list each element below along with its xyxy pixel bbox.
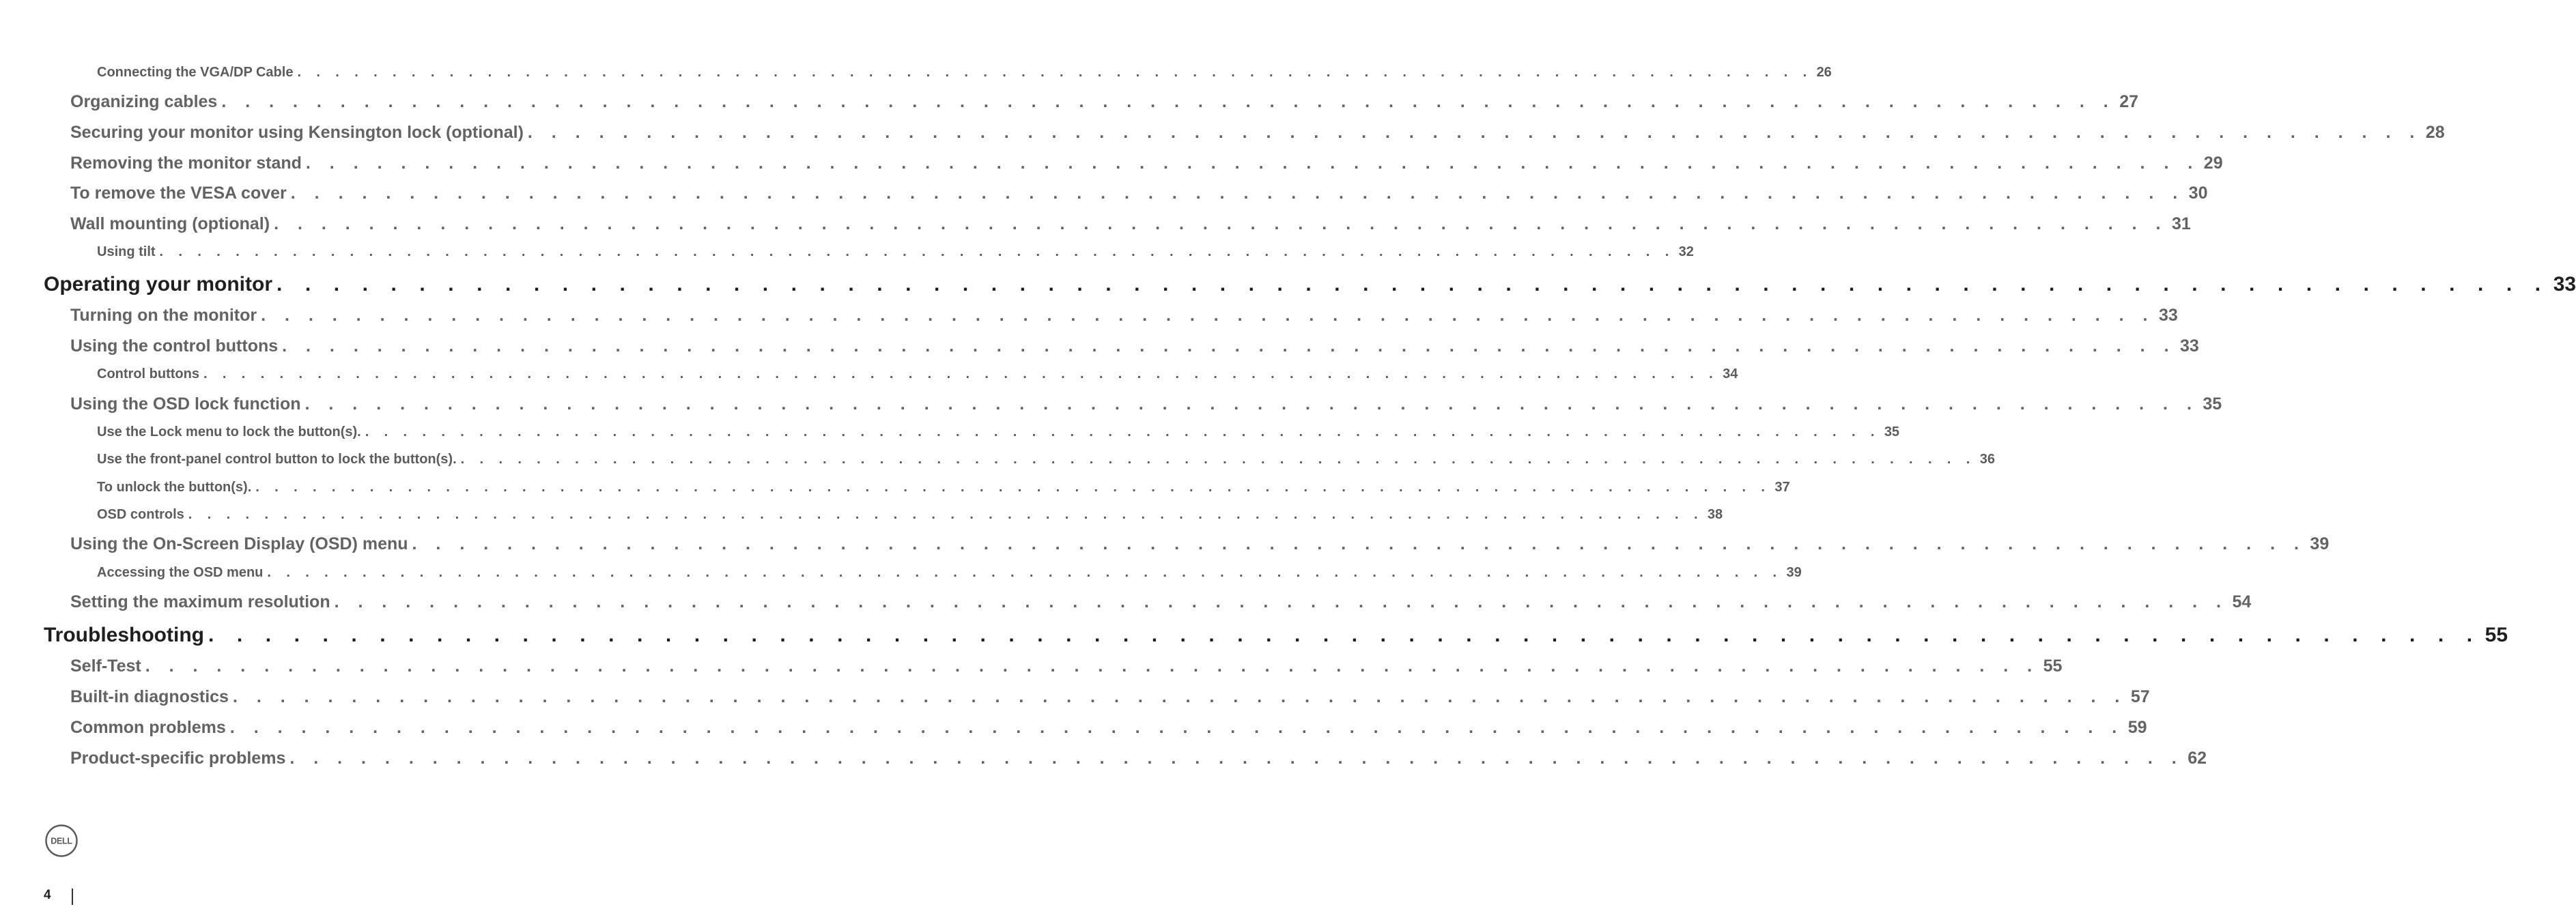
page-number-divider — [72, 889, 73, 905]
toc-entry-title: Connecting the VGA/DP Cable — [97, 65, 294, 80]
toc-entry-title: Securing your monitor using Kensington lock (optional) — [70, 123, 524, 142]
toc-entry-page: 39 — [2310, 534, 2330, 553]
dot-leader: . . . . . . . . . . . . . . . . . . . . . . . . . . . . . . . . . . . . . . . . . . . . . . . . . . . . . . . . . . . . . . . . . . . . . . . . . . . . . . . . — [412, 534, 2306, 553]
toc-entry[interactable] — [70, 687, 2150, 707]
toc-entry-page: 36 — [1979, 452, 1995, 467]
dot-leader: . . . . . . . . . . . . . . . . . . . . . . . . . . . . . . . . . . . . . . . . . . . . . . . . . . . . . . . . . . . . . . . . . . . . . . . . . . . . . . . . — [229, 718, 2124, 737]
toc-entry[interactable] — [97, 65, 1832, 81]
toc-entry[interactable] — [70, 534, 2330, 554]
toc-entry[interactable] — [70, 394, 2222, 414]
dot-leader: . . . . . . . . . . . . . . . . . . . . . . . . . . . . . . . . . . . . . . . . . . . . . . . . . . . . . . . . . . . . . . . . . . . . . . . . . . . . . . . . — [277, 273, 2549, 295]
dot-leader: . . . . . . . . . . . . . . . . . . . . . . . . . . . . . . . . . . . . . . . . . . . . . . . . . . . . . . . . . . . . . . . . . . . . . . . . . . . . . . . . — [334, 592, 2228, 611]
toc-entry-title: OSD controls — [97, 507, 184, 522]
toc-entry-title: Removing the monitor stand — [70, 154, 302, 173]
toc-entry[interactable] — [70, 656, 2063, 676]
toc-entry-title: Troubleshooting — [44, 624, 204, 646]
toc-entry-page: 26 — [1816, 65, 1832, 80]
toc-entry[interactable] — [97, 244, 1694, 260]
toc-entry-title: Product-specific problems — [70, 749, 286, 768]
toc-entry[interactable] — [97, 507, 1723, 523]
toc-entry-page: 35 — [2203, 394, 2222, 414]
dot-leader: . . . . . . . . . . . . . . . . . . . . . . . . . . . . . . . . . . . . . . . . . . . . . . . . . . . . . . . . . . . . . . . . . . . . . . . . . . . . . . . . — [274, 214, 2168, 233]
toc-entry-page: 31 — [2171, 214, 2191, 233]
dot-leader: . . . . . . . . . . . . . . . . . . . . . . . . . . . . . . . . . . . . . . . . . . . . . . . . . . . . . . . . . . . . . . . . . . . . . . . . . . . . . . . . — [221, 92, 2116, 111]
toc-entry-title: Common problems — [70, 718, 226, 737]
dot-leader: . . . . . . . . . . . . . . . . . . . . . . . . . . . . . . . . . . . . . . . . . . . . . . . . . . . . . . . . . . . . . . . . . . . . . . . . . . . . . . . . — [261, 306, 2155, 325]
toc-entry-title: Control buttons — [97, 366, 199, 381]
toc-entry-title: Organizing cables — [70, 92, 218, 111]
toc-entry-page: 37 — [1774, 480, 1790, 495]
dot-leader: . . . . . . . . . . . . . . . . . . . . . . . . . . . . . . . . . . . . . . . . . . . . . . . . . . . . . . . . . . . . . . . . . . . . . . . . . . . . . . . . — [232, 687, 2127, 706]
toc-entry-title: Using the OSD lock function — [70, 394, 301, 414]
toc-entry-page: 55 — [2485, 624, 2508, 646]
toc-entry-page: 33 — [2553, 273, 2576, 295]
toc-entry-title: Using tilt — [97, 244, 156, 259]
toc-entry-page: 30 — [2188, 184, 2208, 203]
toc-entry[interactable] — [70, 336, 2199, 356]
toc-entry-page: 33 — [2159, 306, 2178, 325]
dell-logo — [45, 824, 78, 857]
toc-entry-page: 32 — [1678, 244, 1694, 259]
dot-leader: . . . . . . . . . . . . . . . . . . . . . . . . . . . . . . . . . . . . . . . . . . . . . . . . . . . . . . . . . . . . . . . . . . . . . . . . . . . . . . . . — [365, 424, 1880, 439]
toc-entry-page: 54 — [2232, 592, 2252, 611]
toc-entry[interactable] — [70, 92, 2139, 112]
toc-entry-title: Use the front-panel control button to lock the button(s). — [97, 452, 457, 467]
toc-entry[interactable] — [70, 154, 2223, 173]
dot-leader: . . . . . . . . . . . . . . . . . . . . . . . . . . . . . . . . . . . . . . . . . . . . . . . . . . . . . . . . . . . . . . . . . . . . . . . . . . . . . . . . — [282, 336, 2177, 356]
toc-entry-page: 38 — [1707, 507, 1723, 522]
toc-entry[interactable] — [97, 452, 1995, 467]
toc-entry[interactable] — [44, 624, 2508, 647]
toc-entry-title: Turning on the monitor — [70, 306, 257, 325]
dot-leader: . . . . . . . . . . . . . . . . . . . . . . . . . . . . . . . . . . . . . . . . . . . . . . . . . . . . . . . . . . . . . . . . . . . . . . . . . . . . . . . . — [159, 244, 1675, 259]
page-number: 4 — [44, 888, 51, 902]
toc-entry[interactable] — [70, 184, 2208, 203]
dot-leader: . . . . . . . . . . . . . . . . . . . . . . . . . . . . . . . . . . . . . . . . . . . . . . . . . . . . . . . . . . . . . . . . . . . . . . . . . . . . . . . . — [145, 656, 2039, 676]
dot-leader: . . . . . . . . . . . . . . . . . . . . . . . . . . . . . . . . . . . . . . . . . . . . . . . . . . . . . . . . . . . . . . . . . . . . . . . . . . . . . . . . — [267, 565, 1783, 580]
toc-entry[interactable] — [70, 749, 2207, 768]
toc-entry-page: 29 — [2203, 154, 2223, 173]
toc-entry-title: Use the Lock menu to lock the button(s). — [97, 424, 361, 439]
toc-entry-title: Built-in diagnostics — [70, 687, 229, 706]
toc-entry[interactable] — [70, 214, 2191, 234]
toc-entry-title: Setting the maximum resolution — [70, 592, 330, 611]
dot-leader: . . . . . . . . . . . . . . . . . . . . . . . . . . . . . . . . . . . . . . . . . . . . . . . . . . . . . . . . . . . . . . . . . . . . . . . . . . . . . . . . — [208, 624, 2481, 646]
toc-entry-title: Using the On-Screen Display (OSD) menu — [70, 534, 408, 553]
toc-entry-title: Self-Test — [70, 656, 141, 676]
toc-entry-title: Using the control buttons — [70, 336, 279, 356]
svg-text:DELL: DELL — [51, 836, 72, 846]
toc-entry[interactable] — [97, 366, 1738, 382]
toc-entry-page: 35 — [1884, 424, 1900, 439]
toc-entry-page: 55 — [2043, 656, 2063, 676]
dot-leader: . . . . . . . . . . . . . . . . . . . . . . . . . . . . . . . . . . . . . . . . . . . . . . . . . . . . . . . . . . . . . . . . . . . . . . . . . . . . . . . . — [188, 507, 1703, 522]
toc-entry[interactable] — [70, 123, 2445, 143]
toc-entry[interactable] — [97, 480, 1790, 495]
toc-entry-title: To remove the VESA cover — [70, 184, 287, 203]
toc-entry-title: To unlock the button(s). — [97, 480, 252, 495]
toc-entry[interactable] — [70, 306, 2178, 326]
toc-entry-page: 39 — [1786, 565, 1802, 580]
dot-leader: . . . . . . . . . . . . . . . . . . . . . . . . . . . . . . . . . . . . . . . . . . . . . . . . . . . . . . . . . . . . . . . . . . . . . . . . . . . . . . . . — [305, 154, 2200, 173]
dot-leader: . . . . . . . . . . . . . . . . . . . . . . . . . . . . . . . . . . . . . . . . . . . . . . . . . . . . . . . . . . . . . . . . . . . . . . . . . . . . . . . . — [290, 184, 2185, 203]
dot-leader: . . . . . . . . . . . . . . . . . . . . . . . . . . . . . . . . . . . . . . . . . . . . . . . . . . . . . . . . . . . . . . . . . . . . . . . . . . . . . . . . — [460, 452, 1976, 467]
toc-entry-page: 27 — [2119, 92, 2139, 111]
toc-entry-title: Operating your monitor — [44, 273, 273, 295]
toc-entry[interactable] — [97, 565, 1802, 581]
toc-entry[interactable] — [44, 273, 2576, 296]
dot-leader: . . . . . . . . . . . . . . . . . . . . . . . . . . . . . . . . . . . . . . . . . . . . . . . . . . . . . . . . . . . . . . . . . . . . . . . . . . . . . . . . — [527, 123, 2422, 142]
dot-leader: . . . . . . . . . . . . . . . . . . . . . . . . . . . . . . . . . . . . . . . . . . . . . . . . . . . . . . . . . . . . . . . . . . . . . . . . . . . . . . . . — [289, 749, 2184, 768]
toc-entry-page: 28 — [2425, 123, 2445, 142]
toc-entry-title: Wall mounting (optional) — [70, 214, 270, 233]
dot-leader: . . . . . . . . . . . . . . . . . . . . . . . . . . . . . . . . . . . . . . . . . . . . . . . . . . . . . . . . . . . . . . . . . . . . . . . . . . . . . . . . — [297, 65, 1813, 80]
toc-entry-title: Accessing the OSD menu — [97, 565, 264, 580]
dot-leader: . . . . . . . . . . . . . . . . . . . . . . . . . . . . . . . . . . . . . . . . . . . . . . . . . . . . . . . . . . . . . . . . . . . . . . . . . . . . . . . . — [255, 480, 1771, 495]
toc-entry-page: 62 — [2188, 749, 2207, 768]
toc-entry[interactable] — [70, 592, 2252, 612]
dot-leader: . . . . . . . . . . . . . . . . . . . . . . . . . . . . . . . . . . . . . . . . . . . . . . . . . . . . . . . . . . . . . . . . . . . . . . . . . . . . . . . . — [203, 366, 1719, 381]
toc-entry-page: 59 — [2127, 718, 2147, 737]
toc-entry-page: 34 — [1723, 366, 1738, 381]
toc-entry-page: 57 — [2130, 687, 2150, 706]
dot-leader: . . . . . . . . . . . . . . . . . . . . . . . . . . . . . . . . . . . . . . . . . . . . . . . . . . . . . . . . . . . . . . . . . . . . . . . . . . . . . . . . — [305, 394, 2199, 414]
toc-entry[interactable] — [97, 424, 1900, 440]
toc-entry-page: 33 — [2180, 336, 2199, 356]
toc-entry[interactable] — [70, 718, 2147, 738]
